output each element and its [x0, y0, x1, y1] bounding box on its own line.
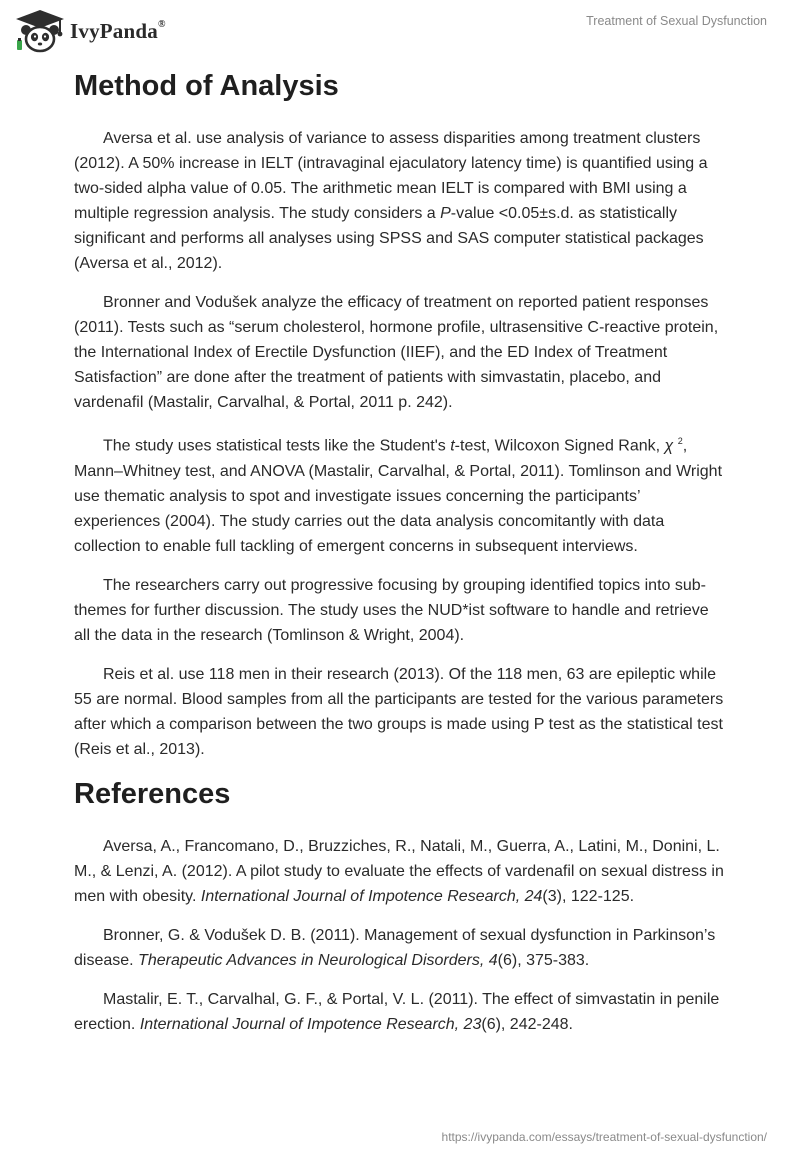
method-paragraph-4: The researchers carry out progressive focusing by grouping identified topics into sub-themes for further discussion. The study uses the NUD*ist software to handle and retrieve all the data in the research (Tomlinson & Wright, 2004).: [74, 576, 709, 644]
method-paragraph-5: Reis et al. use 118 men in their research (2013). Of the 118 men, 63 are epileptic while 55 are normal. Blood samples from all the participants are tested for the various parameters after which a comparison between the two groups is made using P test as the statistical test (Reis et al., 2013).: [74, 665, 724, 758]
references-heading: References: [74, 777, 231, 810]
method-paragraph-3: The study uses statistical tests like the Student's t-test, Wilcoxon Signed Rank, χ $^2$, Mann–Whitney test, and ANOVA (Mastalir, Carvalhal, & Portal, 2011). Tomlinson and Wright use thematic analysis to spot and investigate issues concerning the participants’ experiences (2004). The study carries out the data analysis concomitantly with data collection to enable full tackling of emergent concerns in subsequent interviews.: [74, 436, 723, 555]
reference-item: Mastalir, E. T., Carvalhal, G. F., & Portal, V. L. (2011). The effect of simvastatin in penile erection. International Journal of Impotence Research, 23(6), 242-248.: [74, 990, 720, 1033]
brand-logo[interactable]: [14, 8, 166, 54]
document-title: Treatment of Sexual Dysfunction: [586, 14, 767, 28]
method-heading: Method of Analysis: [74, 70, 339, 102]
source-url-link[interactable]: https://ivypanda.com/essays/treatment-of-sexual-dysfunction/: [441, 1130, 767, 1144]
essay-content: [74, 68, 726, 1037]
method-paragraph-1: Aversa et al. use analysis of variance to assess disparities among treatment clusters (2012). A 50% increase in IELT (intravaginal ejaculatory latency time) is quantified using a two-sided alpha value of 0.05. The arithmetic mean IELT is compared with BMI using a multiple regression analysis. The study considers a P-value <0.05±s.d. as statistically significant and performs all analyses using SPSS and SAS computer statistical packages (Aversa et al., 2012).: [74, 130, 708, 273]
reference-item: Bronner, G. & Vodušek D. B. (2011). Management of sexual dysfunction in Parkinson’s disease. Therapeutic Advances in Neurological Disorders, 4(6), 375-383.: [74, 926, 716, 969]
page-header: [0, 0, 800, 64]
panda-graduate-icon: [14, 8, 66, 54]
method-paragraph-2: Bronner and Vodušek analyze the efficacy of treatment on reported patient responses (2011). Tests such as “serum cholesterol, hormone profile, ultrasensitive C-reactive protein, the International Index of Erectile Dysfunction (IIEF), and the ED Index of Treatment Satisfaction” are done after the treatment of patients with simvastatin, placebo, and vardenafil (Mastalir, Carvalhal, & Portal, 2011 p. 242).: [74, 294, 719, 412]
reference-item: Aversa, A., Francomano, D., Bruzziches, R., Natali, M., Guerra, A., Latini, M., Donini, L. M., & Lenzi, A. (2012). A pilot study to evaluate the effects of vardenafil on sexual distress in men with obesity. International Journal of Impotence Research, 24(3), 122-125.: [74, 837, 724, 905]
brand-name: IvyPanda®: [70, 18, 166, 43]
